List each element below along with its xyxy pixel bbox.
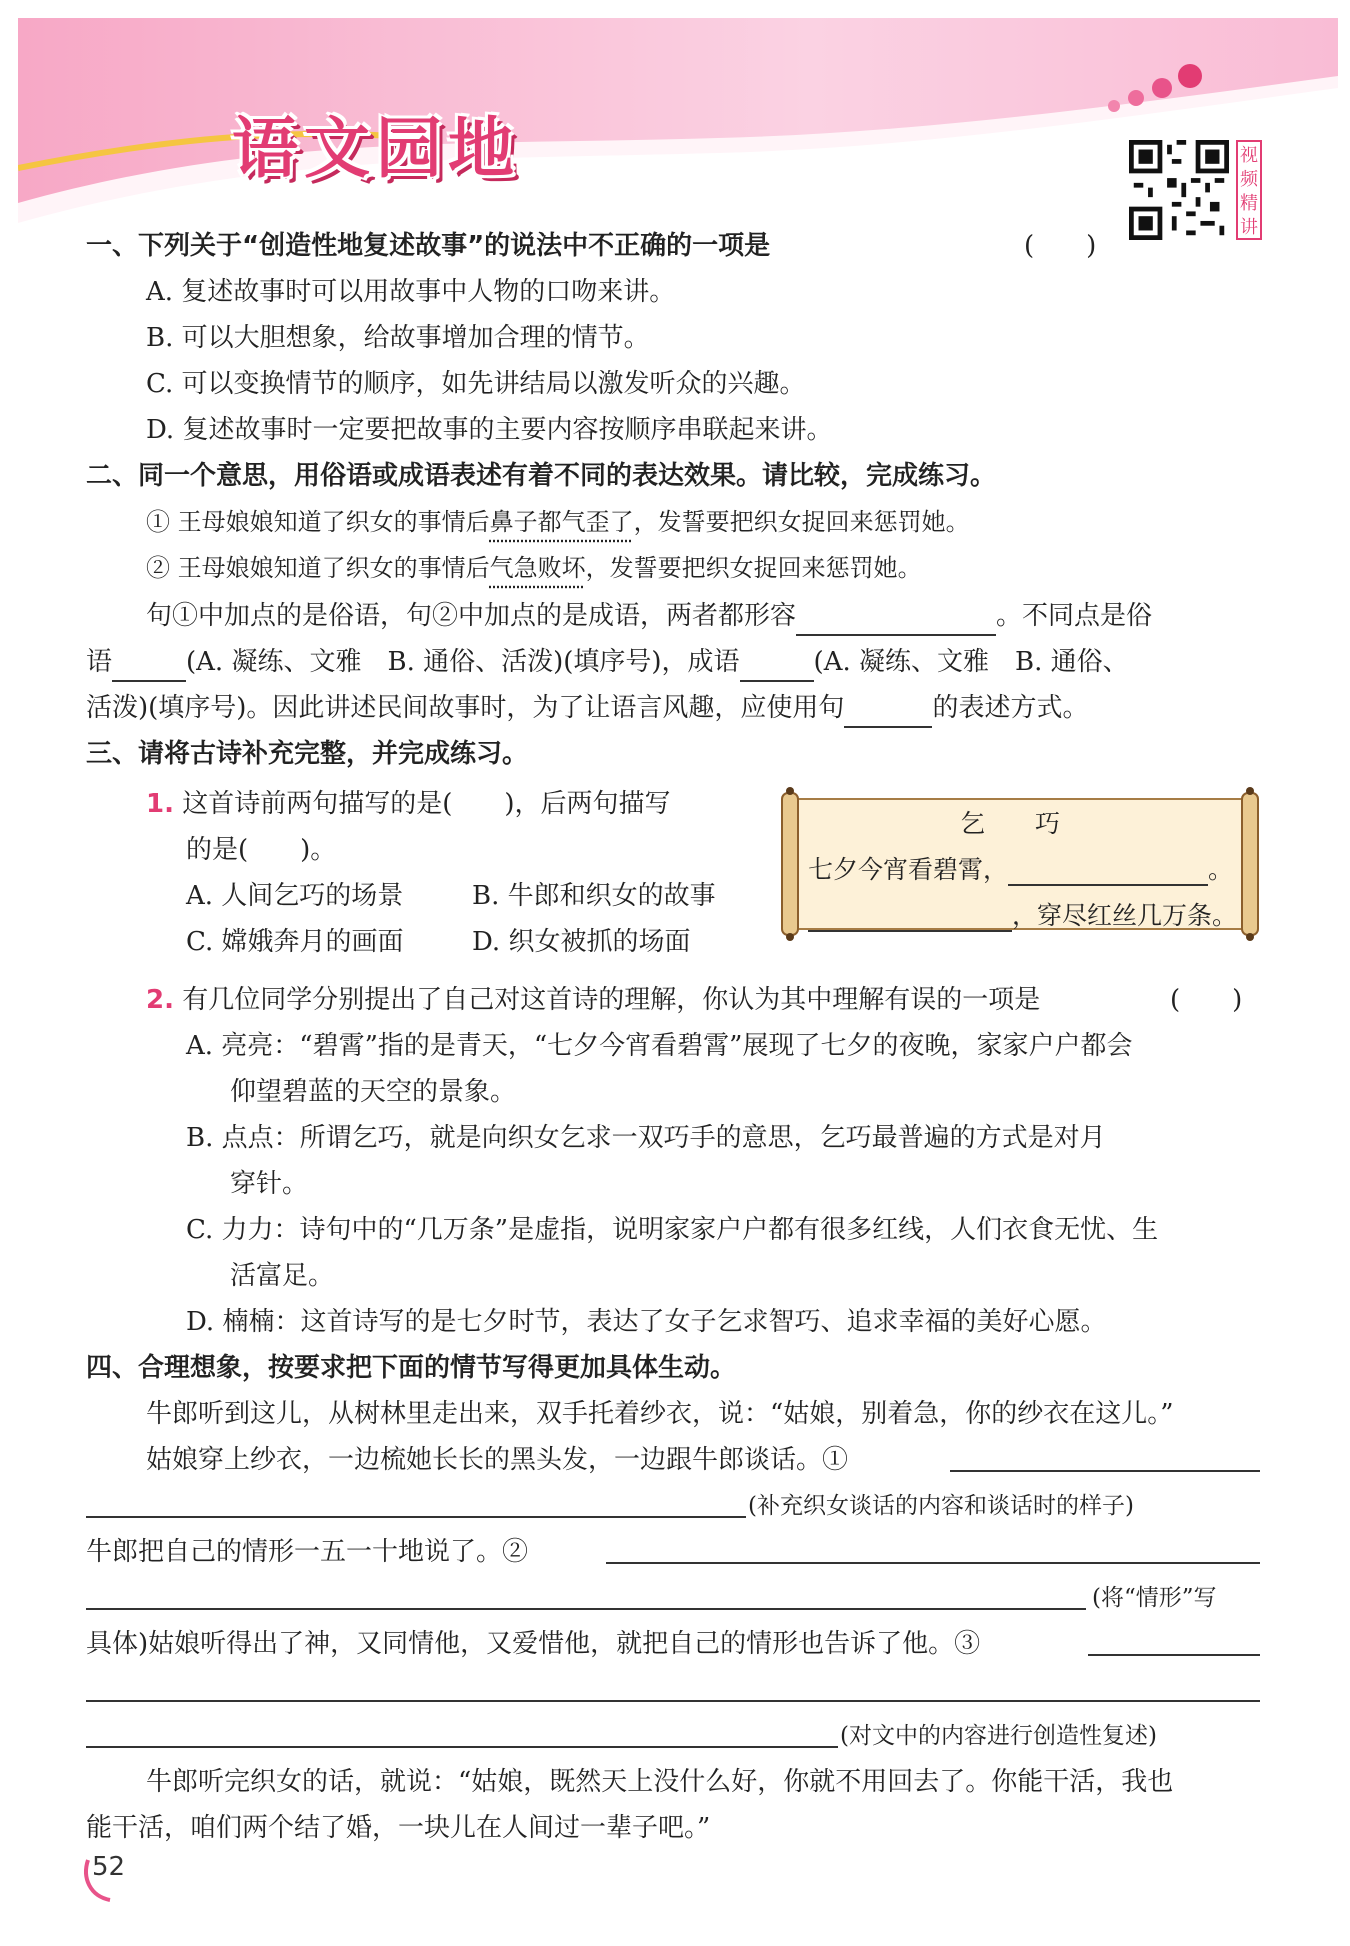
q2-sentence-2 [146,548,922,588]
q3-number-1: 1. [146,789,174,819]
q2-p2-c: (A. 凝练、文雅 B. 通俗、 [813,647,1129,677]
q3-opt-2c-2: 活富足。 [230,1261,335,1291]
poem-line-1 [808,850,1233,886]
q3-number-2: 2. [146,985,174,1015]
q3-stem: 三、请将古诗补充完整，并完成练习。 [86,739,529,769]
q3-item-2 [146,980,1040,1020]
poem-title: 乞 巧 [960,809,1061,838]
q1-stem: 一、下列关于“创造性地复述故事”的说法中不正确的一项是 [86,231,771,261]
q4-line-4: 具体)姑娘听得出了神，又同情他，又爱惜他，就把自己的情形也告诉了他。③ [86,1629,981,1659]
q2-sentence-1 [146,502,970,542]
q2-s1-pre: ① 王母娘娘知道了织女的事情后 [146,508,490,536]
qr-code-icon[interactable] [1126,140,1232,240]
poem-line-2-text: ，穿尽红丝几万条。 [1012,901,1238,930]
poem-blank-2[interactable] [808,902,1012,932]
q3-item-2-text: 有几位同学分别提出了自己对这首诗的理解，你认为其中理解有误的一项是 [182,985,1041,1015]
qr-label: 视频精讲 [1236,140,1262,240]
q1-option-c: C. 可以变换情节的顺序，如先讲结局以激发听众的兴趣。 [146,369,806,399]
q4-blank-3c[interactable] [86,1746,838,1748]
q4-stem: 四、合理想象，按要求把下面的情节写得更加具体生动。 [86,1353,737,1383]
q3-opt-1d: D. 织女被抓的场面 [472,927,691,957]
q2-stem: 二、同一个意思，用俗语或成语表述有着不同的表达效果。请比较，完成练习。 [86,461,997,491]
page-title: 语文园地 [232,110,520,187]
q4-blank-2a[interactable] [606,1562,1260,1564]
poem-line-2 [808,896,1237,932]
page-number: 52 [92,1852,126,1882]
q2-s1-post: ，发誓要把织女捉回来惩罚她。 [633,508,970,536]
q3-opt-1c: C. 嫦娥奔月的画面 [186,927,404,957]
q1-option-b: B. 可以大胆想象，给故事增加合理的情节。 [146,323,650,353]
q4-line-2: 姑娘穿上纱衣，一边梳她长长的黑头发，一边跟牛郎谈话。① [146,1445,849,1475]
q3-opt-2d: D. 楠楠：这首诗写的是七夕时节，表达了女子乞求智巧、追求幸福的美好心愿。 [186,1307,1107,1337]
q2-blank-4[interactable] [844,698,932,728]
q1-answer-paren[interactable]: ( ) [1024,231,1097,261]
q2-para-2 [86,642,1129,682]
q2-para-1 [146,596,1152,636]
q4-blank-2b[interactable] [86,1608,1086,1610]
q2-p3-b: 的表述方式。 [932,693,1089,723]
q2-p2-b: (A. 凝练、文雅 B. 通俗、活泼)(填序号)，成语 [186,647,740,677]
q3-item-1 [146,784,671,824]
q4-line-3: 牛郎把自己的情形一五一十地说了。② [86,1537,529,1567]
q4-hint-1: (补充织女谈话的内容和谈话时的样子) [748,1493,1134,1519]
q4-blank-3b[interactable] [86,1700,1260,1702]
q4-hint-3: (对文中的内容进行创造性复述) [840,1723,1157,1749]
q4-line-6: 能干活，咱们两个结了婚，一块儿在人间过一辈子吧。” [86,1813,711,1843]
q3-opt-2b-1: B. 点点：所谓乞巧，就是向织女乞求一双巧手的意思，乞巧最普遍的方式是对月 [186,1123,1106,1153]
q2-p3-a: 活泼)(填序号)。因此讲述民间故事时，为了让语言风趣，应使用句 [86,693,845,723]
q4-blank-1b[interactable] [86,1516,746,1518]
q4-blank-3a[interactable] [1088,1654,1260,1656]
q3-opt-2c-1: C. 力力：诗句中的“几万条”是虚指，说明家家户户都有很多红线，人们衣食无忧、生 [186,1215,1159,1245]
q2-p1-b: 。不同点是俗 [996,601,1153,631]
q2-s2-pre: ② 王母娘娘知道了织女的事情后 [146,554,490,582]
q2-p1-a: 句①中加点的是俗语，句②中加点的是成语，两者都形容 [146,601,797,631]
q3-opt-1b: B. 牛郎和织女的故事 [472,881,716,911]
q2-blank-1[interactable] [796,606,996,636]
q4-line-5: 牛郎听完织女的话，就说：“姑娘，既然天上没什么好，你就不用回去了。你能干活，我也 [146,1767,1174,1797]
q3-item-1-text-a: 这首诗前两句描写的是( )，后两句描写 [182,789,671,819]
q2-s2-post: ，发誓要把织女捉回来惩罚她。 [585,554,922,582]
q4-line-1: 牛郎听到这儿，从树林里走出来，双手托着纱衣，说：“姑娘，别着急，你的纱衣在这儿。” [146,1399,1174,1429]
q4-hint-2: (将“情形”写 [1092,1585,1217,1611]
q1-option-a: A. 复述故事时可以用故事中人物的口吻来讲。 [146,277,676,307]
q3-opt-2a-2: 仰望碧蓝的天空的景象。 [230,1077,517,1107]
q4-blank-1a[interactable] [950,1470,1260,1472]
q2-p2-a: 语 [86,647,113,677]
q1-option-d: D. 复述故事时一定要把故事的主要内容按顺序串联起来讲。 [146,415,833,445]
q3-item-2-paren[interactable]: ( ) [1170,985,1243,1015]
q3-opt-2b-2: 穿针。 [230,1169,309,1199]
q2-s1-dotted: 鼻子都气歪了 [489,508,634,536]
q2-s2-dotted: 气急败坏 [489,554,586,582]
q2-blank-3[interactable] [740,652,814,682]
q3-opt-1a: A. 人间乞巧的场景 [186,881,404,911]
q3-opt-2a-1: A. 亮亮：“碧霄”指的是青天，“七夕今宵看碧霄”展现了七夕的夜晚，家家户户都会 [186,1031,1133,1061]
q2-blank-2[interactable] [112,652,186,682]
q2-para-3 [86,688,1088,728]
poem-blank-1[interactable] [1008,856,1208,886]
poem-line-1-text: 七夕今宵看碧霄， [808,855,1009,884]
q3-item-1-text-b: 的是( )。 [186,835,337,865]
poem-line-1-end: 。 [1208,855,1234,884]
